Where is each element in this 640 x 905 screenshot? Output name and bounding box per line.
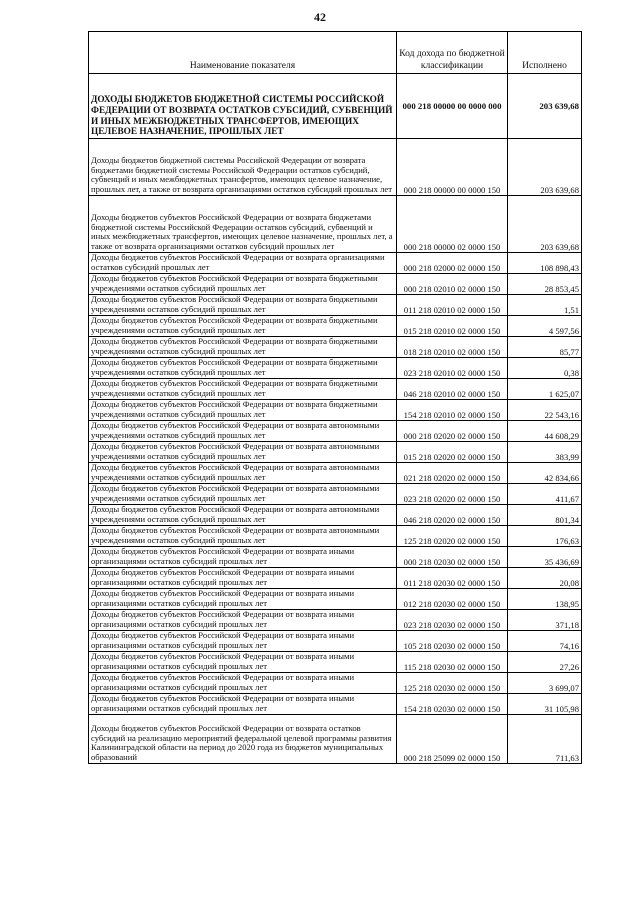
row-name: ДОХОДЫ БЮДЖЕТОВ БЮДЖЕТНОЙ СИСТЕМЫ РОССИЙСКОЙ ФЕДЕРАЦИИ ОТ ВОЗВРАТА ОСТАТКОВ СУБСИДИЙ, СУБВЕНЦИЙ И ИНЫХ МЕЖБЮДЖЕТНЫХ ТРАНСФЕРТОВ, ИМЕЮЩИХ ЦЕЛЕВОЕ НАЗНАЧЕНИЕ, ПРОШЛЫХ ЛЕТ (89, 74, 397, 139)
row-name: Доходы бюджетов субъектов Российской Федерации от возврата иными организациями остатков субсидий прошлых лет (89, 589, 397, 610)
row-name: Доходы бюджетов субъектов Российской Федерации от возврата бюджетными учреждениями остатков субсидий прошлых лет (89, 358, 397, 379)
row-name: Доходы бюджетов субъектов Российской Федерации от возврата иными организациями остатков субсидий прошлых лет (89, 547, 397, 568)
table-row (89, 196, 582, 253)
row-code: 000 218 00000 00 0000 000 (397, 74, 508, 139)
table-row (89, 715, 582, 764)
row-value: 1 625,07 (508, 379, 582, 400)
row-value: 411,67 (508, 484, 582, 505)
table-row (89, 379, 582, 400)
row-code: 046 218 02020 02 0000 150 (397, 505, 508, 526)
table-row (89, 505, 582, 526)
table-row (89, 337, 582, 358)
table-row (89, 694, 582, 715)
row-code: 105 218 02030 02 0000 150 (397, 631, 508, 652)
table-row (89, 652, 582, 673)
table-row (89, 463, 582, 484)
table-row (89, 295, 582, 316)
row-name: Доходы бюджетов субъектов Российской Федерации от возврата иными организациями остатков субсидий прошлых лет (89, 673, 397, 694)
row-value: 371,18 (508, 610, 582, 631)
table-row (89, 568, 582, 589)
table-row (89, 253, 582, 274)
table-row (89, 610, 582, 631)
header-name: Наименование показателя (89, 32, 397, 74)
table-row (89, 316, 582, 337)
row-name: Доходы бюджетов субъектов Российской Федерации от возврата бюджетными учреждениями остатков субсидий прошлых лет (89, 316, 397, 337)
row-name: Доходы бюджетов субъектов Российской Федерации от возврата иными организациями остатков субсидий прошлых лет (89, 631, 397, 652)
header-code: Код дохода по бюджетной классификации (397, 32, 508, 74)
row-code: 015 218 02020 02 0000 150 (397, 442, 508, 463)
row-name: Доходы бюджетов субъектов Российской Федерации от возврата организациями остатков субсидий прошлых лет (89, 253, 397, 274)
row-name: Доходы бюджетов субъектов Российской Федерации от возврата иными организациями остатков субсидий прошлых лет (89, 568, 397, 589)
row-name: Доходы бюджетов субъектов Российской Федерации от возврата иными организациями остатков субсидий прошлых лет (89, 694, 397, 715)
row-name: Доходы бюджетов субъектов Российской Федерации от возврата остатков субсидий на реализацию мероприятий федеральной целевой программы развития Калининградской области на период до 2020 года из бюджетов муниципальных образований (89, 715, 397, 764)
row-code: 015 218 02010 02 0000 150 (397, 316, 508, 337)
row-name: Доходы бюджетов субъектов Российской Федерации от возврата автономными учреждениями остатков субсидий прошлых лет (89, 505, 397, 526)
row-code: 023 218 02030 02 0000 150 (397, 610, 508, 631)
row-name: Доходы бюджетов субъектов Российской Федерации от возврата бюджетами бюджетной системы Российской Федерации остатков субсидий, субвенций и иных межбюджетных трансфертов, имеющих целевое назначение, прошлых лет, а также от возврата организациями остатков субсидий прошлых лет (89, 196, 397, 253)
row-name: Доходы бюджетов субъектов Российской Федерации от возврата иными организациями остатков субсидий прошлых лет (89, 652, 397, 673)
row-code: 154 218 02030 02 0000 150 (397, 694, 508, 715)
table-row (89, 673, 582, 694)
revenue-table (88, 31, 582, 764)
row-value: 44 608,29 (508, 421, 582, 442)
row-code: 011 218 02010 02 0000 150 (397, 295, 508, 316)
row-value: 203 639,68 (508, 74, 582, 139)
row-name: Доходы бюджетов субъектов Российской Федерации от возврата бюджетными учреждениями остатков субсидий прошлых лет (89, 274, 397, 295)
row-code: 125 218 02030 02 0000 150 (397, 673, 508, 694)
table-row (89, 526, 582, 547)
row-code: 018 218 02010 02 0000 150 (397, 337, 508, 358)
row-value: 138,95 (508, 589, 582, 610)
row-code: 000 218 02020 02 0000 150 (397, 421, 508, 442)
row-name: Доходы бюджетов субъектов Российской Федерации от возврата автономными учреждениями остатков субсидий прошлых лет (89, 421, 397, 442)
row-value: 176,63 (508, 526, 582, 547)
table-row (89, 484, 582, 505)
row-code: 023 218 02010 02 0000 150 (397, 358, 508, 379)
row-name: Доходы бюджетов бюджетной системы Российской Федерации от возврата бюджетами бюджетной системы Российской Федерации остатков субсидий, субвенций и иных межбюджетных трансфертов, имеющих целевое назначение, прошлых лет, а также от возврата организациями остатков субсидий прошлых лет (89, 139, 397, 196)
row-code: 000 218 25099 02 0000 150 (397, 715, 508, 764)
row-value: 801,34 (508, 505, 582, 526)
row-code: 125 218 02020 02 0000 150 (397, 526, 508, 547)
table-row (89, 589, 582, 610)
row-value: 42 834,66 (508, 463, 582, 484)
row-code: 000 218 02010 02 0000 150 (397, 274, 508, 295)
table-row (89, 74, 582, 139)
page-number: 42 (314, 10, 326, 24)
row-code: 012 218 02030 02 0000 150 (397, 589, 508, 610)
row-code: 021 218 02020 02 0000 150 (397, 463, 508, 484)
table-row (89, 421, 582, 442)
row-value: 31 105,98 (508, 694, 582, 715)
row-value: 203 639,68 (508, 196, 582, 253)
row-value: 108 898,43 (508, 253, 582, 274)
row-name: Доходы бюджетов субъектов Российской Федерации от возврата иными организациями остатков субсидий прошлых лет (89, 610, 397, 631)
table-row (89, 358, 582, 379)
row-code: 000 218 02000 02 0000 150 (397, 253, 508, 274)
row-name: Доходы бюджетов субъектов Российской Федерации от возврата бюджетными учреждениями остатков субсидий прошлых лет (89, 379, 397, 400)
row-name: Доходы бюджетов субъектов Российской Федерации от возврата бюджетными учреждениями остатков субсидий прошлых лет (89, 337, 397, 358)
row-name: Доходы бюджетов субъектов Российской Федерации от возврата бюджетными учреждениями остатков субсидий прошлых лет (89, 400, 397, 421)
table-row (89, 442, 582, 463)
row-value: 4 597,56 (508, 316, 582, 337)
row-value: 28 853,45 (508, 274, 582, 295)
table-row (89, 400, 582, 421)
row-value: 85,77 (508, 337, 582, 358)
row-name: Доходы бюджетов субъектов Российской Федерации от возврата бюджетными учреждениями остатков субсидий прошлых лет (89, 295, 397, 316)
row-code: 011 218 02030 02 0000 150 (397, 568, 508, 589)
row-name: Доходы бюджетов субъектов Российской Федерации от возврата автономными учреждениями остатков субсидий прошлых лет (89, 526, 397, 547)
row-code: 115 218 02030 02 0000 150 (397, 652, 508, 673)
row-code: 000 218 02030 02 0000 150 (397, 547, 508, 568)
row-value: 203 639,68 (508, 139, 582, 196)
row-value: 1,51 (508, 295, 582, 316)
row-name: Доходы бюджетов субъектов Российской Федерации от возврата автономными учреждениями остатков субсидий прошлых лет (89, 463, 397, 484)
row-name: Доходы бюджетов субъектов Российской Федерации от возврата автономными учреждениями остатков субсидий прошлых лет (89, 484, 397, 505)
row-value: 711,63 (508, 715, 582, 764)
table-row (89, 274, 582, 295)
table-row (89, 631, 582, 652)
row-value: 27,26 (508, 652, 582, 673)
row-value: 74,16 (508, 631, 582, 652)
row-value: 0,38 (508, 358, 582, 379)
table-row (89, 139, 582, 196)
row-value: 3 699,07 (508, 673, 582, 694)
row-code: 000 218 00000 00 0000 150 (397, 139, 508, 196)
row-value: 22 543,16 (508, 400, 582, 421)
table-row (89, 547, 582, 568)
row-value: 20,08 (508, 568, 582, 589)
row-code: 000 218 00000 02 0000 150 (397, 196, 508, 253)
row-value: 35 436,69 (508, 547, 582, 568)
table-header-row (89, 32, 582, 74)
row-code: 046 218 02010 02 0000 150 (397, 379, 508, 400)
row-value: 383,99 (508, 442, 582, 463)
header-value: Исполнено (508, 32, 582, 74)
row-code: 023 218 02020 02 0000 150 (397, 484, 508, 505)
row-code: 154 218 02010 02 0000 150 (397, 400, 508, 421)
row-name: Доходы бюджетов субъектов Российской Федерации от возврата автономными учреждениями остатков субсидий прошлых лет (89, 442, 397, 463)
